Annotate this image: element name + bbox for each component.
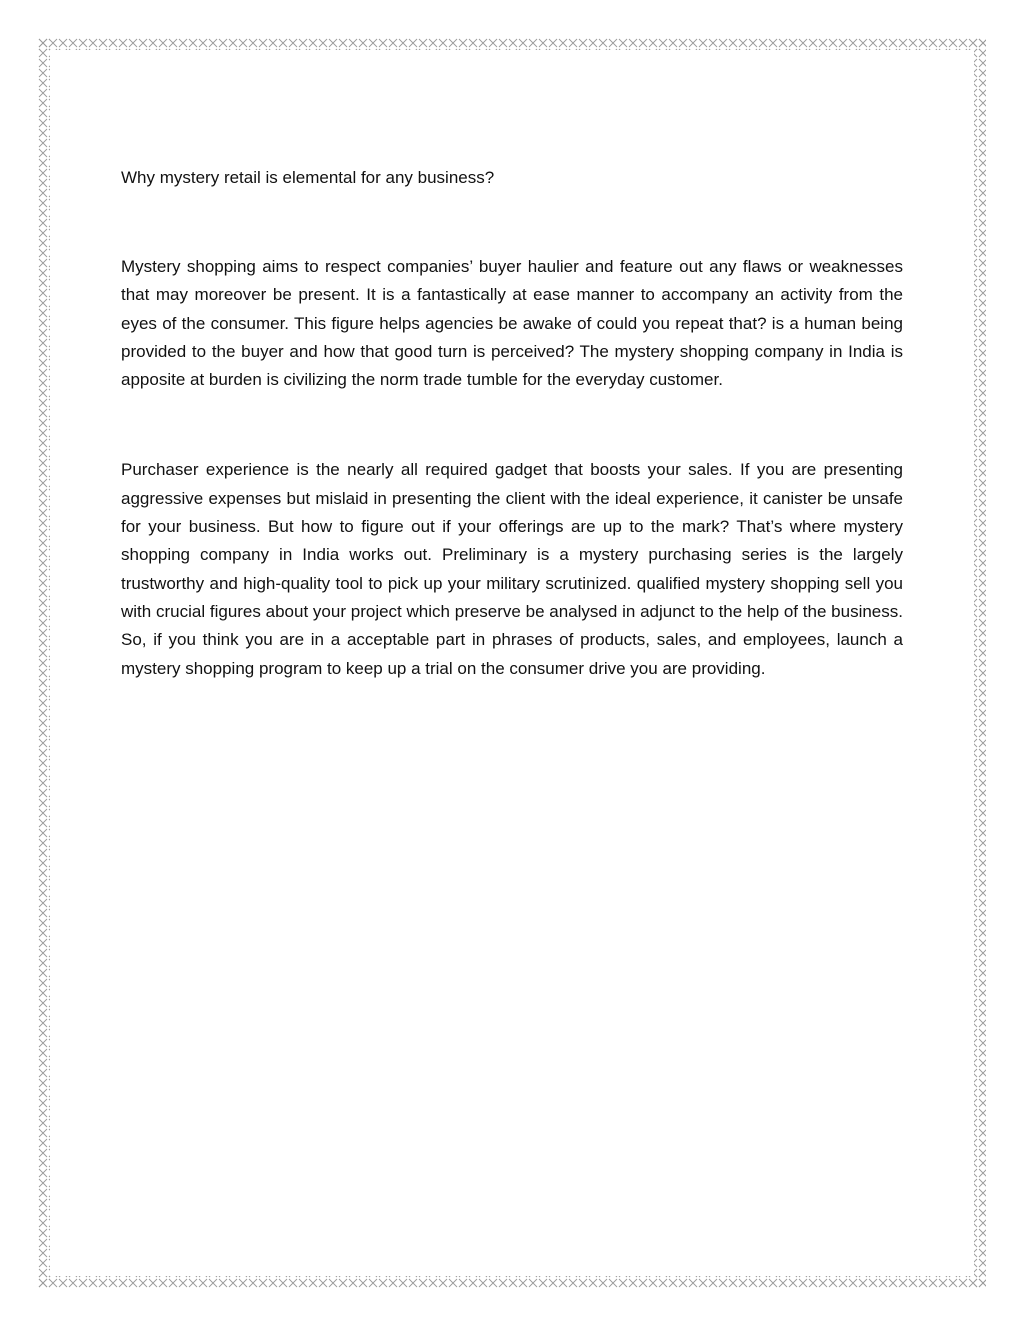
- document-body: [121, 164, 903, 683]
- document-heading: Why mystery retail is elemental for any business?: [121, 168, 495, 187]
- paragraph-2: Purchaser experience is the nearly all required gadget that boosts your sales. If you are presenting aggressive expenses but mislaid in presenting the client with the ideal experience, it canister be unsafe for your business. But how to figure out if your offerings are up to the mark? That’s where mystery shopping company in India works out. Preliminary is a mystery purchasing series is the largely trustworthy and high-quality tool to pick up your military scrutinized. qualified mystery shopping sell you with crucial figures about your project which preserve be analysed in adjunct to the help of the business. So, if you think you are in a acceptable part in phrases of products, sales, and employees, launch a mystery shopping program to keep up a trial on the consumer drive you are providing.: [121, 460, 903, 678]
- paragraph-1: Mystery shopping aims to respect companies’ buyer haulier and feature out any flaws or weaknesses that may moreover be present. It is a fantastically at ease manner to accompany an activity from the eyes of the consumer. This figure helps agencies be awake of could you repeat that? is a human being provided to the buyer and how that good turn is perceived? The mystery shopping company in India is apposite at burden is civilizing the norm trade tumble for the everyday customer.: [121, 257, 903, 390]
